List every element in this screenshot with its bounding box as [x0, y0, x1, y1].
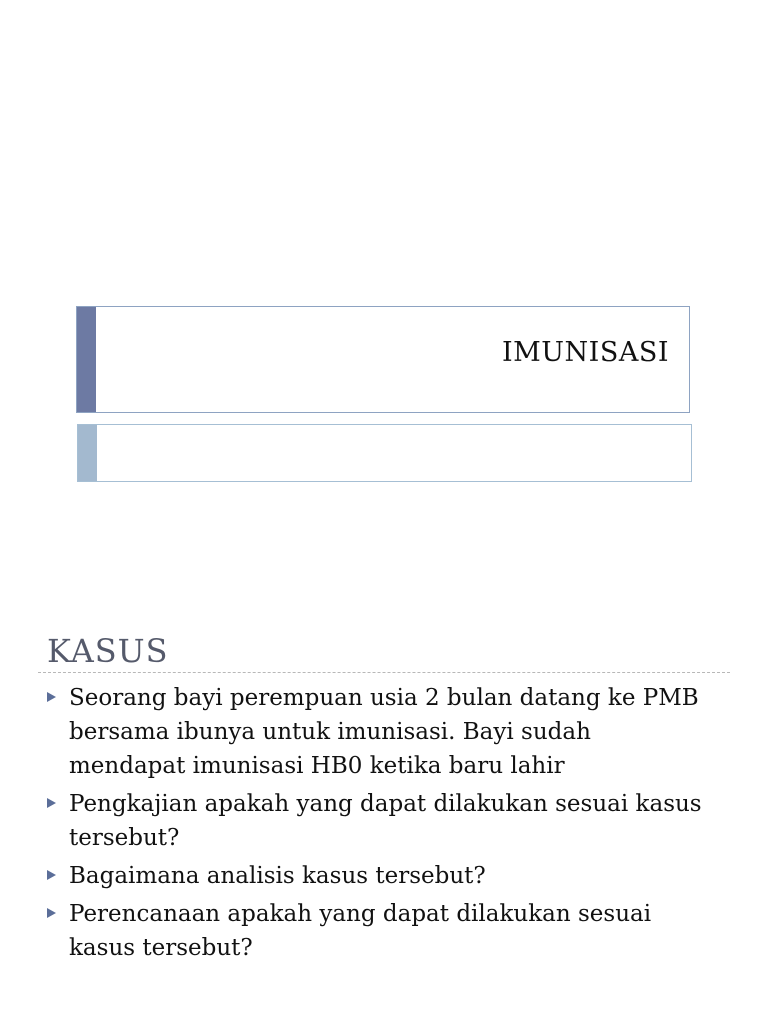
- triangle-bullet-icon: [47, 692, 56, 702]
- bullet-text: Seorang bayi perempuan usia 2 bulan datang ke PMB bersama ibunya untuk imunisasi. Bayi sudah mendapat imunisasi HB0 ketika baru lahir: [69, 685, 699, 779]
- triangle-bullet-icon: [47, 798, 56, 808]
- slide-title: IMUNISASI: [501, 337, 669, 368]
- title-box: [76, 306, 690, 413]
- bullet-item: [45, 897, 705, 965]
- bullet-list: [45, 681, 705, 969]
- content-slide: [0, 576, 768, 1024]
- bullet-text: Pengkajian apakah yang dapat dilakukan sesuai kasus tersebut?: [69, 791, 702, 851]
- triangle-bullet-icon: [47, 870, 56, 880]
- bullet-text: Bagaimana analisis kasus tersebut?: [69, 863, 486, 889]
- subtitle-box: [77, 424, 692, 482]
- slide-heading: KASUS: [47, 632, 169, 670]
- bullet-item: [45, 681, 705, 783]
- heading-divider: [38, 672, 730, 673]
- bullet-text: Perencanaan apakah yang dapat dilakukan sesuai kasus tersebut?: [69, 901, 652, 961]
- subtitle-accent-bar: [78, 425, 97, 481]
- bullet-item: [45, 859, 705, 893]
- title-accent-bar: [77, 307, 96, 412]
- triangle-bullet-icon: [47, 908, 56, 918]
- bullet-item: [45, 787, 705, 855]
